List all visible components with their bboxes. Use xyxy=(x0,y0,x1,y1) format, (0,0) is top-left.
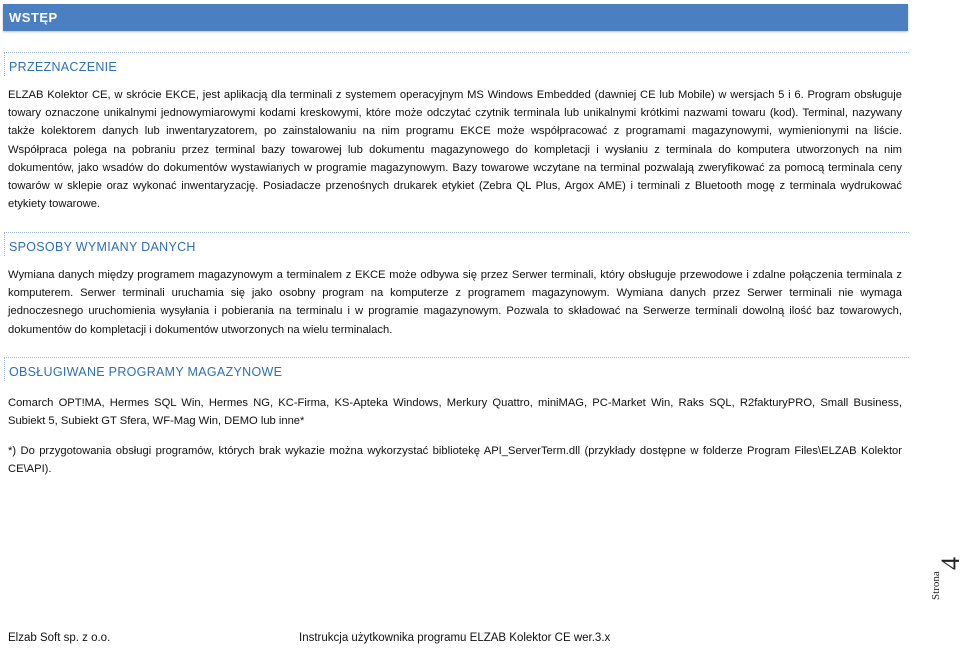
paragraph-przeznaczenie: ELZAB Kolektor CE, w skrócie EKCE, jest aplikacją dla terminali z systemem operacyjnym MS Windows Embedded (dawniej CE lub Mobile) w wersjach 5 i 6. Program obsługuje towary oznaczone unikalnymi jednowymiarowymi kodami kreskowymi, które może odczytać czytnik terminala lub unikalnymi krótkimi nazwami towaru (kod). Terminal, nazywany także kolektorem danych lub inwentaryzatorem, po zainstalowaniu na nim programu EKCE może współpracować z programami magazynowymi, wymienionymi na liście. Współpraca polega na pobraniu przez terminal bazy towarowej lub dokumentu magazynowego do kompletacji i wysłaniu z terminala do komputera utworzonych na nim dokumentów, jako wsadów do dokumentów wystawianych w programie magazynowym. Bazy towarowe wczytane na terminal pozwalają zweryfikować za pomocą terminala ceny towarów w sklepie oraz wykonać inwentaryzację. Posiadacze przenośnych drukarek etykiet (Zebra QL Plus, Argox AME) i terminali z Bluetooth mogę z terminala wydrukować etykiety towarowe. xyxy=(8,89,902,211)
section-heading-obslugiwane-programy xyxy=(4,357,909,381)
footer-company: Elzab Soft sp. z o.o. xyxy=(8,632,111,644)
paragraph-sposoby-wymiany: Wymiana danych między programem magazynowym a terminalem z EKCE może odbywa się przez Serwer terminali, który obsługuje przewodowe i zdalne połączenia terminala z komputerem. Serwer terminali uruchamia się jako osobny program na komputerze z programem magazynowym. Wymiana danych przez Serwer terminali nie wymaga jednoczesnego uruchomienia wysyłania i pobierania na terminalu i w programie magazynowym. Pozwala to składować na Serwerze terminali dowolną ilość baz towarowych, dokumentów do kompletacji i dokumentów utworzonych na wielu terminalach. xyxy=(8,269,902,336)
section-heading-sposoby-wymiany xyxy=(4,232,909,256)
page-number-value: 4 xyxy=(936,557,965,570)
chapter-title: WSTĘP xyxy=(9,10,58,25)
section-heading-text: PRZEZNACZENIE xyxy=(9,60,118,74)
paragraph-program-list: Comarch OPT!MA, Hermes SQL Win, Hermes NG, KC-Firma, KS-Apteka Windows, Merkury Quattro, miniMAG, PC-Market Win, Raks SQL, R2fakturyPRO, Small Business, Subiekt 5, Subiekt GT Sfera, WF-Mag Win, DEMO lub inne* xyxy=(8,397,902,428)
section-heading-text: SPOSOBY WYMIANY DANYCH xyxy=(9,240,196,254)
page-number xyxy=(930,548,965,608)
paragraph-footnote: *) Do przygotowania obsługi programów, których brak wykazie można wykorzystać bibliotekę API_ServerTerm.dll (przykłady dostępne w folderze Program Files\ELZAB Kolektor CE\API). xyxy=(8,445,902,476)
chapter-header-bar xyxy=(3,4,908,31)
page-number-label: Strona xyxy=(930,571,942,600)
section-heading-text: OBSŁUGIWANE PROGRAMY MAGAZYNOWE xyxy=(9,365,283,379)
footer-document-title: Instrukcja użytkownika programu ELZAB Kolektor CE wer.3.x xyxy=(299,632,611,644)
section-heading-przeznaczenie xyxy=(4,52,909,76)
